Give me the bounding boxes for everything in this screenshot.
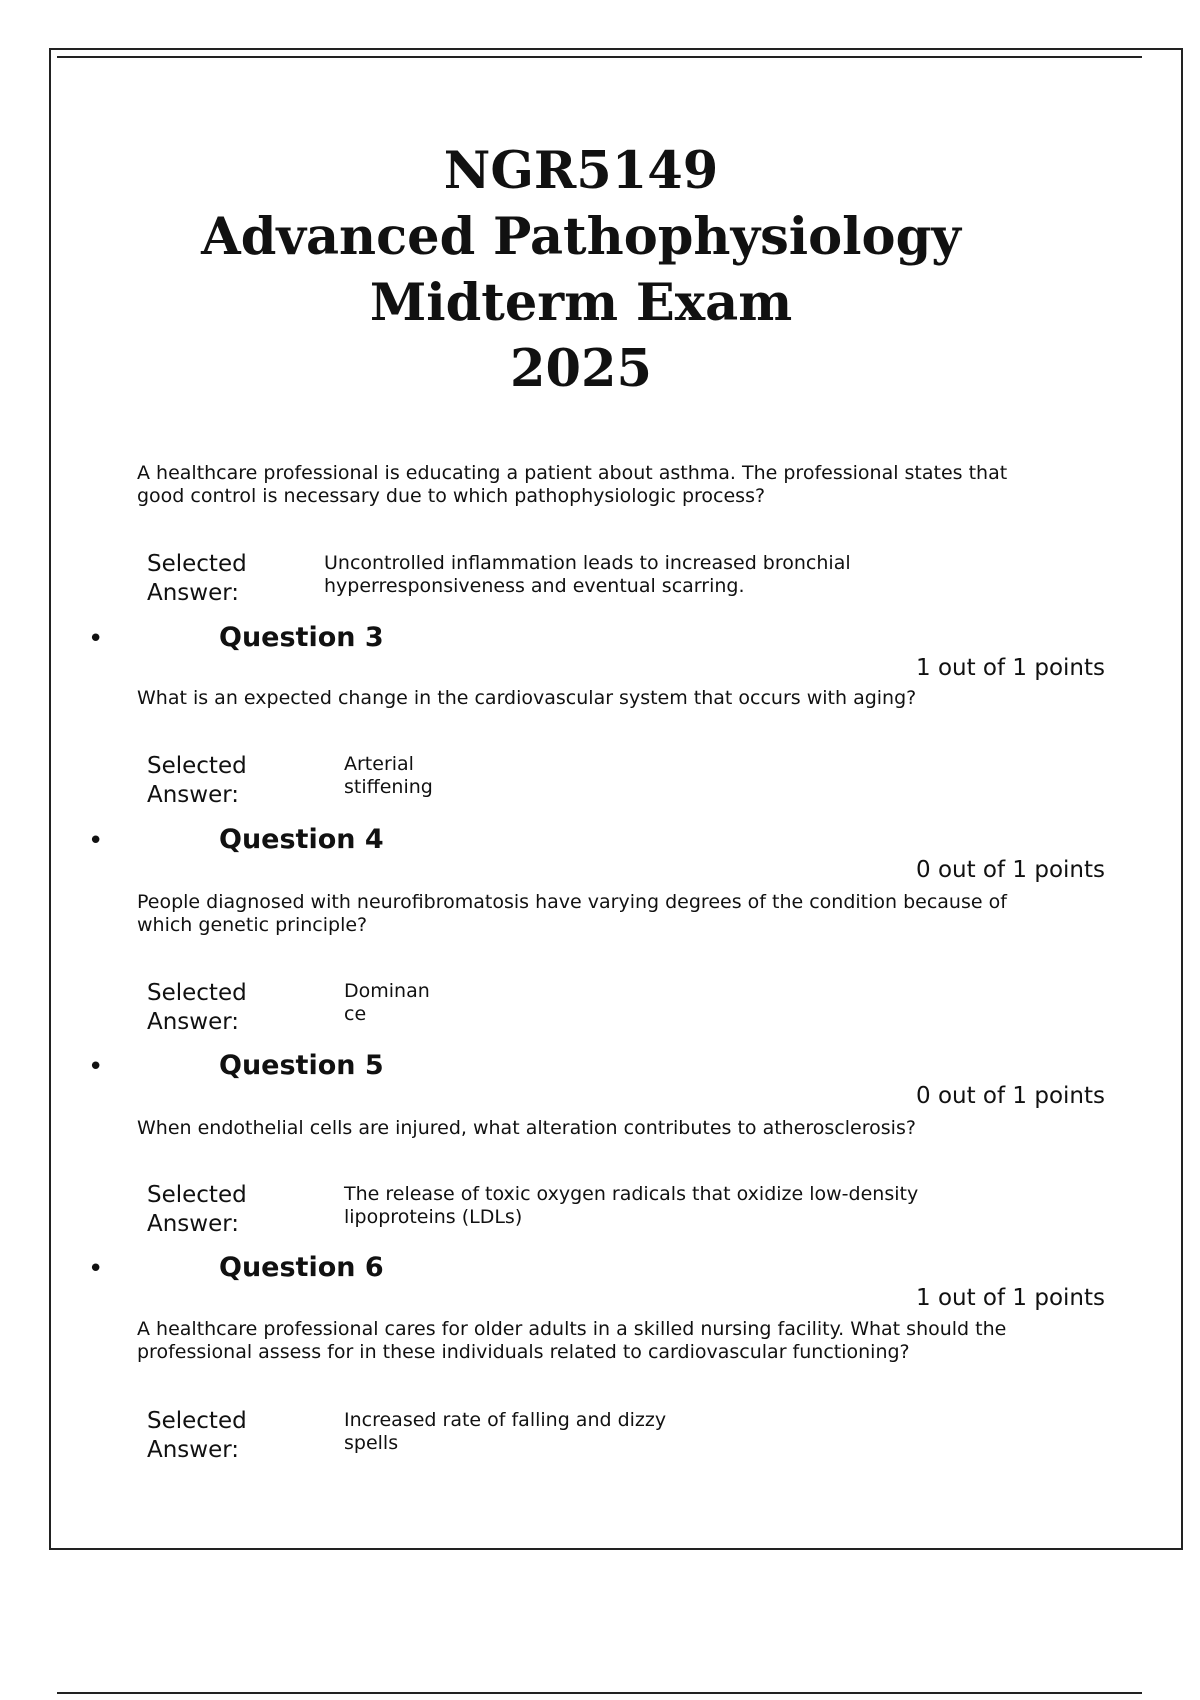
question-text: What is an expected change in the cardiovascular system that occurs with aging? [137, 687, 917, 709]
selected-answer: Uncontrolled inflammation leads to increased bronchial hyperresponsiveness and eventual scarring. [324, 552, 851, 597]
points-score: 0 out of 1 points [916, 857, 1105, 883]
bullet: • [88, 1254, 104, 1284]
selected-answer-label: Selected Answer: [147, 551, 247, 606]
question-text: People diagnosed with neurofibromatosis have varying degrees of the condition because of which genetic principle? [137, 891, 1007, 936]
question-text: A healthcare professional cares for older adults in a skilled nursing facility. What should the professional assess for in these individuals related to cardiovascular functioning? [137, 1318, 1007, 1363]
top-rule [57, 56, 1142, 58]
selected-answer-label: Selected Answer: [147, 980, 247, 1035]
title-exam-name: Midterm Exam [369, 273, 793, 333]
bullet: • [88, 826, 104, 856]
bottom-rule [57, 1692, 1142, 1694]
question-heading: Question 4 [219, 824, 384, 855]
bullet: • [88, 624, 104, 654]
bullet: • [88, 1052, 104, 1082]
points-score: 1 out of 1 points [916, 655, 1105, 681]
selected-answer-label: Selected Answer: [147, 1408, 247, 1463]
question-text: A healthcare professional is educating a patient about asthma. The professional states that good control is necessary due to which pathophysiologic process? [137, 462, 1008, 507]
title-year: 2025 [510, 339, 652, 399]
points-score: 1 out of 1 points [916, 1285, 1105, 1311]
title-course-code: NGR5149 [443, 141, 719, 201]
exam-title [0, 138, 1162, 402]
question-heading: Question 6 [219, 1252, 384, 1283]
selected-answer-label: Selected Answer: [147, 753, 247, 808]
points-score: 0 out of 1 points [916, 1083, 1105, 1109]
selected-answer: Increased rate of falling and dizzy spells [344, 1409, 667, 1454]
question-heading: Question 3 [219, 622, 384, 653]
selected-answer: Arterial stiffening [344, 753, 433, 798]
selected-answer: Dominance [344, 980, 430, 1025]
question-heading: Question 5 [219, 1050, 384, 1081]
question-text: When endothelial cells are injured, what alteration contributes to atherosclerosis? [137, 1117, 916, 1139]
selected-answer-label: Selected Answer: [147, 1182, 247, 1237]
selected-answer: The release of toxic oxygen radicals that oxidize low-density lipoproteins (LDLs) [344, 1183, 919, 1228]
title-course-name: Advanced Pathophysiology [201, 207, 961, 267]
